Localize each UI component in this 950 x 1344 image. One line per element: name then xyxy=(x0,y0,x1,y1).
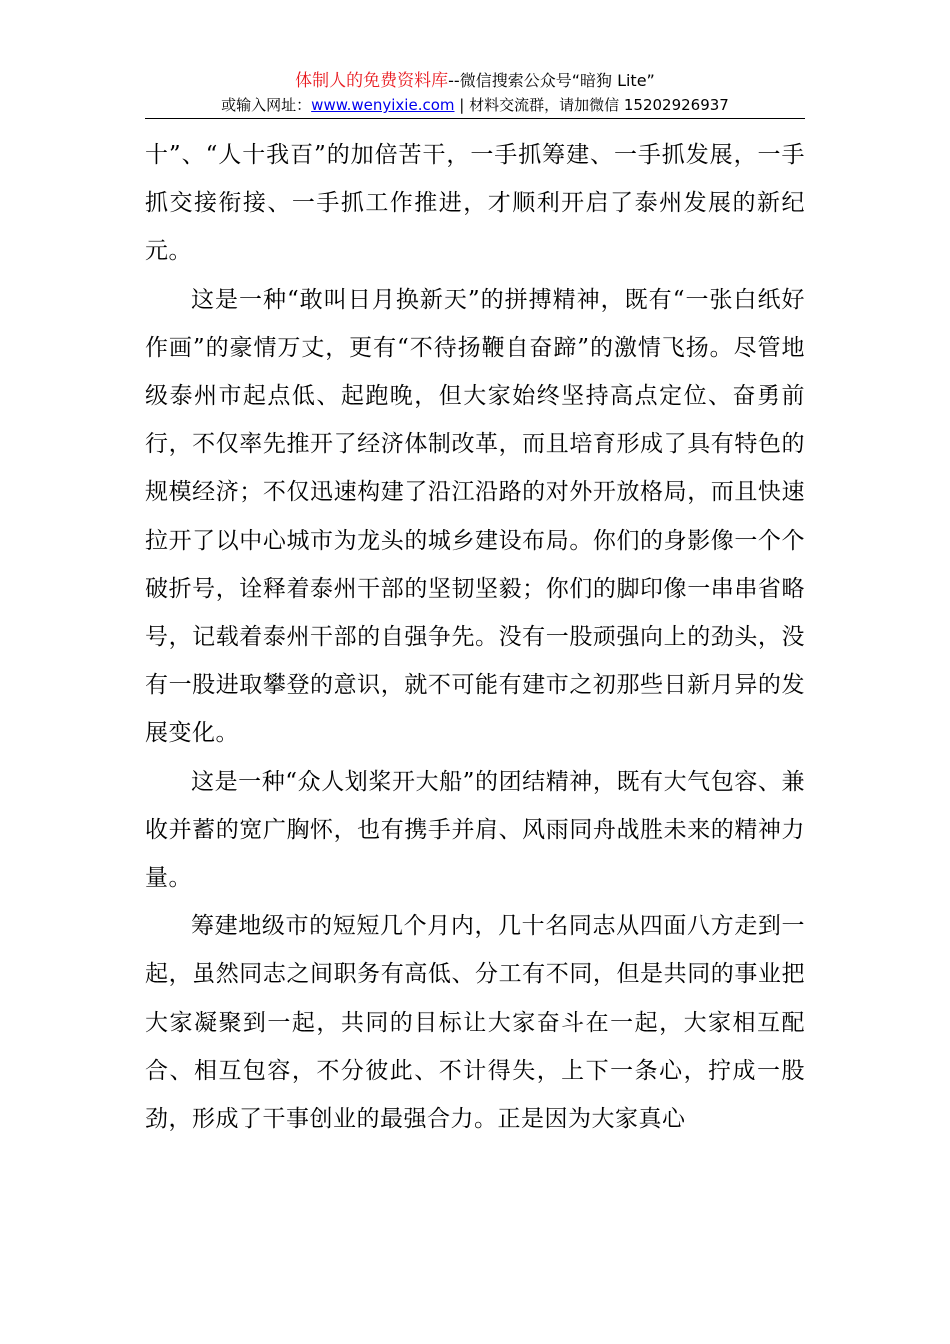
header-line-2 xyxy=(145,94,805,116)
header-separator: | xyxy=(454,96,470,114)
header-divider xyxy=(145,118,805,119)
header-line-1 xyxy=(145,70,805,92)
page-header xyxy=(145,70,805,116)
contact-info: 材料交流群，请加微信 15202926937 xyxy=(469,96,729,114)
site-label: 或输入网址： xyxy=(221,96,312,114)
brand-title: 体制人的免费资料库 xyxy=(295,71,449,91)
paragraph: 这是一种“众人划桨开大船”的团结精神，既有大气包容、兼收并蓄的宽广胸怀，也有携手并肩、风雨同舟战胜未来的精神力量。 xyxy=(145,768,805,892)
paragraph: 筹建地级市的短短几个月内，几十名同志从四面八方走到一起，虽然同志之间职务有高低、分工有不同，但是共同的事业把大家凝聚到一起，共同的目标让大家奋斗在一起，大家相互配合、相互包容，不分彼此、不计得失，上下一条心，拧成一股劲，形成了干事创业的最强合力。正是因为大家真心 xyxy=(145,913,805,1133)
header-tagline: --微信搜索公众号“暗狗 Lite” xyxy=(448,71,655,90)
document-body xyxy=(145,131,805,1143)
paragraph-continuation: 十”、“人十我百”的加倍苦干，一手抓筹建、一手抓发展，一手抓交接衔接、一手抓工作推进，才顺利开启了泰州发展的新纪元。 xyxy=(145,142,805,265)
site-link[interactable]: www.wenyixie.com xyxy=(311,96,455,114)
paragraph: 这是一种“敢叫日月换新天”的拼搏精神，既有“一张白纸好作画”的豪情万丈，更有“不待扬鞭自奋蹄”的激情飞扬。尽管地级泰州市起点低、起跑晚，但大家始终坚持高点定位、奋勇前行，不仅率先推开了经济体制改革，而且培育形成了具有特色的规模经济；不仅迅速构建了沿江沿路的对外开放格局，而且快速拉开了以中心城市为龙头的城乡建设布局。你们的身影像一个个破折号，诠释着泰州干部的坚韧坚毅；你们的脚印像一串串省略号，记载着泰州干部的自强争先。没有一股顽强向上的劲头，没有一股进取攀登的意识，就不可能有建市之初那些日新月异的发展变化。 xyxy=(145,286,805,747)
